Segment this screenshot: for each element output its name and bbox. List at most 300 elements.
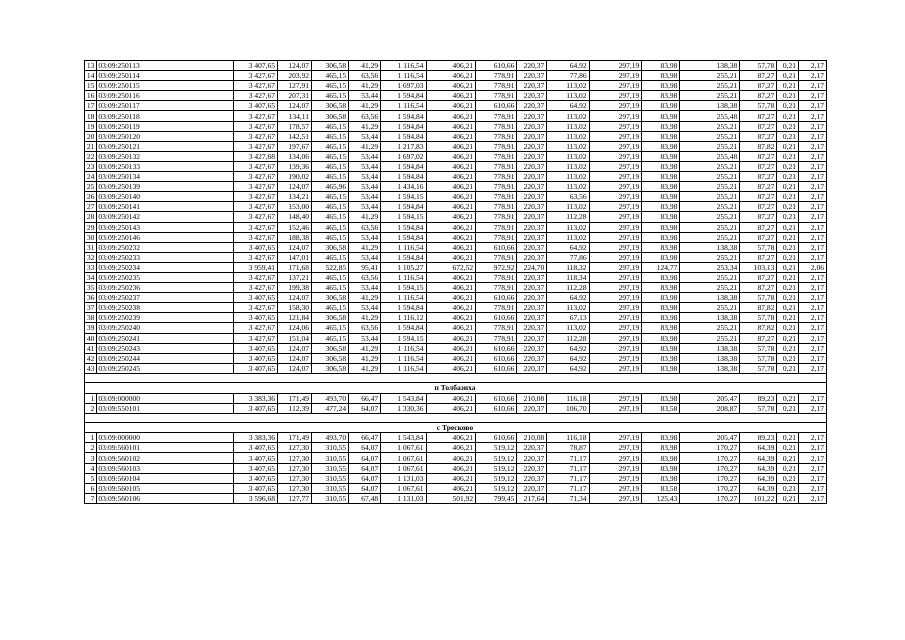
value-cell: 297,19 [589,473,642,483]
value-cell: 406,21 [426,323,476,333]
cadastral-code: 03:09:000000 [97,433,233,443]
table-row [85,393,827,403]
value-cell: 0,21 [777,71,799,81]
value-cell: 406,21 [426,483,476,493]
cadastral-code: 03:09:250237 [97,293,233,303]
value-cell: 255,21 [680,172,740,182]
row-number: 37 [85,303,97,313]
value-cell: 406,21 [426,353,476,363]
value-cell: 465,15 [312,212,349,222]
value-cell: 53,44 [349,172,381,182]
value-cell: 124,07 [277,293,311,303]
value-cell: 113,02 [547,121,589,131]
value-cell: 83,98 [642,293,680,303]
cadastral-code: 03:09:250245 [97,363,233,373]
value-cell: 63,56 [349,111,381,121]
value-cell: 406,21 [426,111,476,121]
table-row [85,222,827,232]
value-cell: 124,07 [277,363,311,373]
value-cell: 465,15 [312,283,349,293]
value-cell: 255,21 [680,192,740,202]
value-cell: 220,37 [517,131,547,141]
value-cell: 83,98 [642,433,680,443]
cadastral-code: 03:09:250239 [97,313,233,323]
value-cell: 41,29 [349,242,381,252]
value-cell: 406,21 [426,453,476,463]
value-cell: 2,17 [799,61,827,71]
value-cell: 0,21 [777,463,799,473]
cadastral-code: 03:09:250232 [97,242,233,252]
value-cell: 406,21 [426,121,476,131]
value-cell: 124,07 [277,343,311,353]
value-cell: 64,07 [349,453,381,463]
row-number: 26 [85,192,97,202]
value-cell: 64,39 [740,443,777,453]
value-cell: 3 596,68 [233,493,277,503]
value-cell: 3 427,67 [233,323,277,333]
value-cell: 3 427,67 [233,272,277,282]
value-cell: 406,21 [426,161,476,171]
row-number: 40 [85,333,97,343]
table-row [85,232,827,242]
value-cell: 610,66 [476,242,517,252]
value-cell: 406,21 [426,363,476,373]
row-number: 42 [85,353,97,363]
value-cell: 83,98 [642,453,680,463]
value-cell: 113,02 [547,172,589,182]
value-cell: 297,19 [589,343,642,353]
value-cell: 83,98 [642,161,680,171]
value-cell: 83,98 [642,121,680,131]
table-row [85,252,827,262]
value-cell: 220,37 [517,353,547,363]
row-number: 30 [85,232,97,242]
value-cell: 406,21 [426,222,476,232]
value-cell: 519,12 [476,473,517,483]
value-cell: 220,37 [517,443,547,453]
row-number: 2 [85,443,97,453]
value-cell: 2,17 [799,313,827,323]
value-cell: 310,55 [312,473,349,483]
value-cell: 83,98 [642,151,680,161]
value-cell: 2,17 [799,182,827,192]
value-cell: 53,44 [349,283,381,293]
value-cell: 67,13 [547,313,589,323]
row-number: 4 [85,463,97,473]
value-cell: 103,13 [740,262,777,272]
value-cell: 0,21 [777,242,799,252]
value-cell: 63,56 [349,222,381,232]
value-cell: 465,15 [312,202,349,212]
value-cell: 493,70 [312,393,349,403]
cadastral-code: 03:09:250121 [97,141,233,151]
value-cell: 297,19 [589,333,642,343]
value-cell: 255,21 [680,212,740,222]
value-cell: 465,15 [312,141,349,151]
value-cell: 610,66 [476,433,517,443]
value-cell: 306,58 [312,293,349,303]
value-cell: 127,30 [277,483,311,493]
value-cell: 297,19 [589,252,642,262]
value-cell: 41,29 [349,121,381,131]
value-cell: 63,56 [547,192,589,202]
value-cell: 124,07 [277,353,311,363]
value-cell: 1 131,03 [381,493,426,503]
value-cell: 2,17 [799,202,827,212]
row-number: 25 [85,182,97,192]
value-cell: 406,21 [426,91,476,101]
table-row [85,141,827,151]
value-cell: 297,19 [589,323,642,333]
value-cell: 2,17 [799,443,827,453]
value-cell: 220,37 [517,161,547,171]
table-row [85,433,827,443]
table-row [85,91,827,101]
value-cell: 406,21 [426,151,476,161]
table-row [85,323,827,333]
value-cell: 112,28 [547,333,589,343]
value-cell: 0,21 [777,252,799,262]
value-cell: 3 427,67 [233,333,277,343]
value-cell: 297,19 [589,111,642,121]
value-cell: 255,21 [680,202,740,212]
value-cell: 83,98 [642,343,680,353]
value-cell: 83,98 [642,313,680,323]
value-cell: 3 427,67 [233,283,277,293]
value-cell: 297,19 [589,493,642,503]
spacer-cell [85,373,827,383]
value-cell: 2,17 [799,101,827,111]
section-header-row [85,423,827,433]
spacer-row [85,373,827,383]
value-cell: 151,04 [277,333,311,343]
value-cell: 3 427,67 [233,182,277,192]
value-cell: 406,21 [426,192,476,202]
cadastral-code: 03:09:250140 [97,192,233,202]
value-cell: 220,37 [517,283,547,293]
value-cell: 220,37 [517,403,547,413]
value-cell: 87,27 [740,212,777,222]
value-cell: 64,92 [547,293,589,303]
value-cell: 255,21 [680,131,740,141]
value-cell: 1 217,83 [381,141,426,151]
value-cell: 87,82 [740,323,777,333]
value-cell: 0,21 [777,151,799,161]
value-cell: 83,98 [642,172,680,182]
value-cell: 57,78 [740,242,777,252]
value-cell: 3 427,67 [233,172,277,182]
value-cell: 1 067,61 [381,443,426,453]
value-cell: 53,44 [349,202,381,212]
value-cell: 41,29 [349,101,381,111]
value-cell: 465,15 [312,71,349,81]
value-cell: 255,21 [680,161,740,171]
value-cell: 297,19 [589,353,642,363]
value-cell: 406,21 [426,212,476,222]
value-cell: 1 594,84 [381,323,426,333]
value-cell: 1 116,54 [381,61,426,71]
table-row [85,463,827,473]
value-cell: 220,37 [517,453,547,463]
value-cell: 0,21 [777,493,799,503]
value-cell: 113,02 [547,202,589,212]
value-cell: 170,27 [680,493,740,503]
value-cell: 0,21 [777,403,799,413]
value-cell: 2,17 [799,71,827,81]
value-cell: 406,21 [426,403,476,413]
value-cell: 113,02 [547,222,589,232]
row-number: 15 [85,81,97,91]
value-cell: 205,47 [680,433,740,443]
value-cell: 224,70 [517,262,547,272]
value-cell: 205,47 [680,393,740,403]
value-cell: 297,19 [589,182,642,192]
value-cell: 2,17 [799,363,827,373]
value-cell: 220,37 [517,363,547,373]
value-cell: 297,19 [589,161,642,171]
value-cell: 310,55 [312,463,349,473]
value-cell: 53,44 [349,151,381,161]
row-number: 7 [85,493,97,503]
value-cell: 83,98 [642,252,680,262]
table-row [85,81,827,91]
value-cell: 406,21 [426,343,476,353]
table-row [85,363,827,373]
value-cell: 95,41 [349,262,381,272]
row-number: 1 [85,393,97,403]
value-cell: 210,08 [517,433,547,443]
row-number: 6 [85,483,97,493]
value-cell: 297,19 [589,202,642,212]
value-cell: 64,07 [349,403,381,413]
value-cell: 64,07 [349,483,381,493]
value-cell: 778,91 [476,323,517,333]
value-cell: 255,21 [680,121,740,131]
value-cell: 255,21 [680,272,740,282]
value-cell: 127,30 [277,443,311,453]
row-number: 16 [85,91,97,101]
value-cell: 170,27 [680,463,740,473]
value-cell: 41,29 [349,343,381,353]
spacer-row [85,413,827,423]
value-cell: 2,17 [799,473,827,483]
value-cell: 83,98 [642,242,680,252]
value-cell: 0,21 [777,333,799,343]
value-cell: 465,15 [312,121,349,131]
value-cell: 0,21 [777,453,799,463]
cadastral-code: 03:09:250241 [97,333,233,343]
value-cell: 83,98 [642,192,680,202]
value-cell: 3 427,67 [233,141,277,151]
cadastral-code: 03:09:250134 [97,172,233,182]
row-number: 32 [85,252,97,262]
value-cell: 672,52 [426,262,476,272]
value-cell: 83,58 [642,403,680,413]
value-cell: 64,07 [349,443,381,453]
value-cell: 67,48 [349,493,381,503]
value-cell: 778,91 [476,333,517,343]
value-cell: 519,12 [476,453,517,463]
value-cell: 63,56 [349,71,381,81]
value-cell: 306,58 [312,111,349,121]
row-number: 36 [85,293,97,303]
value-cell: 83,98 [642,272,680,282]
value-cell: 297,19 [589,61,642,71]
value-cell: 297,19 [589,443,642,453]
value-cell: 610,66 [476,101,517,111]
value-cell: 297,19 [589,172,642,182]
value-cell: 3 407,65 [233,403,277,413]
value-cell: 1 594,15 [381,333,426,343]
cadastral-code: 03:09:560101 [97,443,233,453]
value-cell: 1 697,02 [381,151,426,161]
value-cell: 2,17 [799,403,827,413]
value-cell: 220,37 [517,141,547,151]
value-cell: 778,91 [476,283,517,293]
value-cell: 1 131,03 [381,473,426,483]
value-cell: 66,47 [349,433,381,443]
row-number: 41 [85,343,97,353]
cadastral-code: 03:09:250146 [97,232,233,242]
value-cell: 57,78 [740,343,777,353]
value-cell: 297,19 [589,222,642,232]
value-cell: 71,17 [547,483,589,493]
value-cell: 2,17 [799,121,827,131]
value-cell: 0,21 [777,343,799,353]
value-cell: 199,38 [277,283,311,293]
value-cell: 406,21 [426,303,476,313]
value-cell: 53,44 [349,303,381,313]
value-cell: 1 067,61 [381,463,426,473]
value-cell: 297,19 [589,151,642,161]
value-cell: 220,37 [517,323,547,333]
value-cell: 406,21 [426,313,476,323]
value-cell: 2,17 [799,272,827,282]
value-cell: 306,58 [312,242,349,252]
value-cell: 297,19 [589,293,642,303]
value-cell: 0,21 [777,473,799,483]
value-cell: 778,91 [476,121,517,131]
value-cell: 2,17 [799,433,827,443]
value-cell: 101,22 [740,493,777,503]
value-cell: 208,87 [680,403,740,413]
value-cell: 220,37 [517,212,547,222]
value-cell: 71,34 [547,493,589,503]
value-cell: 306,58 [312,313,349,323]
value-cell: 3 427,67 [233,91,277,101]
value-cell: 152,46 [277,222,311,232]
table-row [85,262,827,272]
value-cell: 87,27 [740,71,777,81]
value-cell: 3 427,67 [233,71,277,81]
value-cell: 87,27 [740,131,777,141]
value-cell: 0,21 [777,202,799,212]
value-cell: 3 427,67 [233,111,277,121]
section-header-row [85,383,827,393]
row-number: 27 [85,202,97,212]
value-cell: 297,19 [589,141,642,151]
value-cell: 297,19 [589,453,642,463]
value-cell: 0,21 [777,293,799,303]
value-cell: 220,37 [517,61,547,71]
value-cell: 297,19 [589,212,642,222]
value-cell: 64,07 [349,473,381,483]
value-cell: 220,37 [517,483,547,493]
value-cell: 77,86 [547,71,589,81]
value-cell: 306,58 [312,343,349,353]
value-cell: 138,38 [680,313,740,323]
value-cell: 297,19 [589,101,642,111]
value-cell: 0,21 [777,313,799,323]
value-cell: 0,21 [777,61,799,71]
value-cell: 1 116,54 [381,343,426,353]
value-cell: 113,02 [547,131,589,141]
value-cell: 465,15 [312,192,349,202]
value-cell: 3 427,67 [233,232,277,242]
value-cell: 297,19 [589,232,642,242]
value-cell: 297,19 [589,262,642,272]
value-cell: 83,98 [642,212,680,222]
value-cell: 1 594,15 [381,192,426,202]
value-cell: 1 116,12 [381,313,426,323]
value-cell: 197,67 [277,141,311,151]
value-cell: 778,91 [476,161,517,171]
value-cell: 0,21 [777,443,799,453]
value-cell: 3 407,65 [233,453,277,463]
value-cell: 465,15 [312,303,349,313]
value-cell: 112,28 [547,283,589,293]
value-cell: 1 116,54 [381,101,426,111]
value-cell: 220,37 [517,71,547,81]
value-cell: 610,66 [476,353,517,363]
table-row [85,242,827,252]
table-row [85,453,827,463]
value-cell: 0,21 [777,81,799,91]
value-cell: 83,98 [642,473,680,483]
value-cell: 57,78 [740,363,777,373]
value-cell: 610,66 [476,293,517,303]
row-number: 21 [85,141,97,151]
value-cell: 255,21 [680,71,740,81]
value-cell: 106,70 [547,403,589,413]
value-cell: 2,17 [799,323,827,333]
cadastral-code: 03:09:250115 [97,81,233,91]
table-row [85,212,827,222]
value-cell: 406,21 [426,101,476,111]
value-cell: 87,27 [740,182,777,192]
table-row [85,403,827,413]
value-cell: 41,29 [349,141,381,151]
value-cell: 297,19 [589,131,642,141]
value-cell: 778,91 [476,212,517,222]
value-cell: 0,21 [777,363,799,373]
value-cell: 310,55 [312,483,349,493]
value-cell: 2,17 [799,172,827,182]
table-row [85,182,827,192]
value-cell: 0,21 [777,483,799,493]
value-cell: 465,15 [312,161,349,171]
value-cell: 406,21 [426,293,476,303]
value-cell: 465,15 [312,81,349,91]
value-cell: 41,29 [349,212,381,222]
value-cell: 2,17 [799,161,827,171]
value-cell: 0,21 [777,172,799,182]
table-row [85,283,827,293]
value-cell: 1 594,15 [381,283,426,293]
table-row [85,483,827,493]
value-cell: 64,92 [547,343,589,353]
value-cell: 220,37 [517,242,547,252]
